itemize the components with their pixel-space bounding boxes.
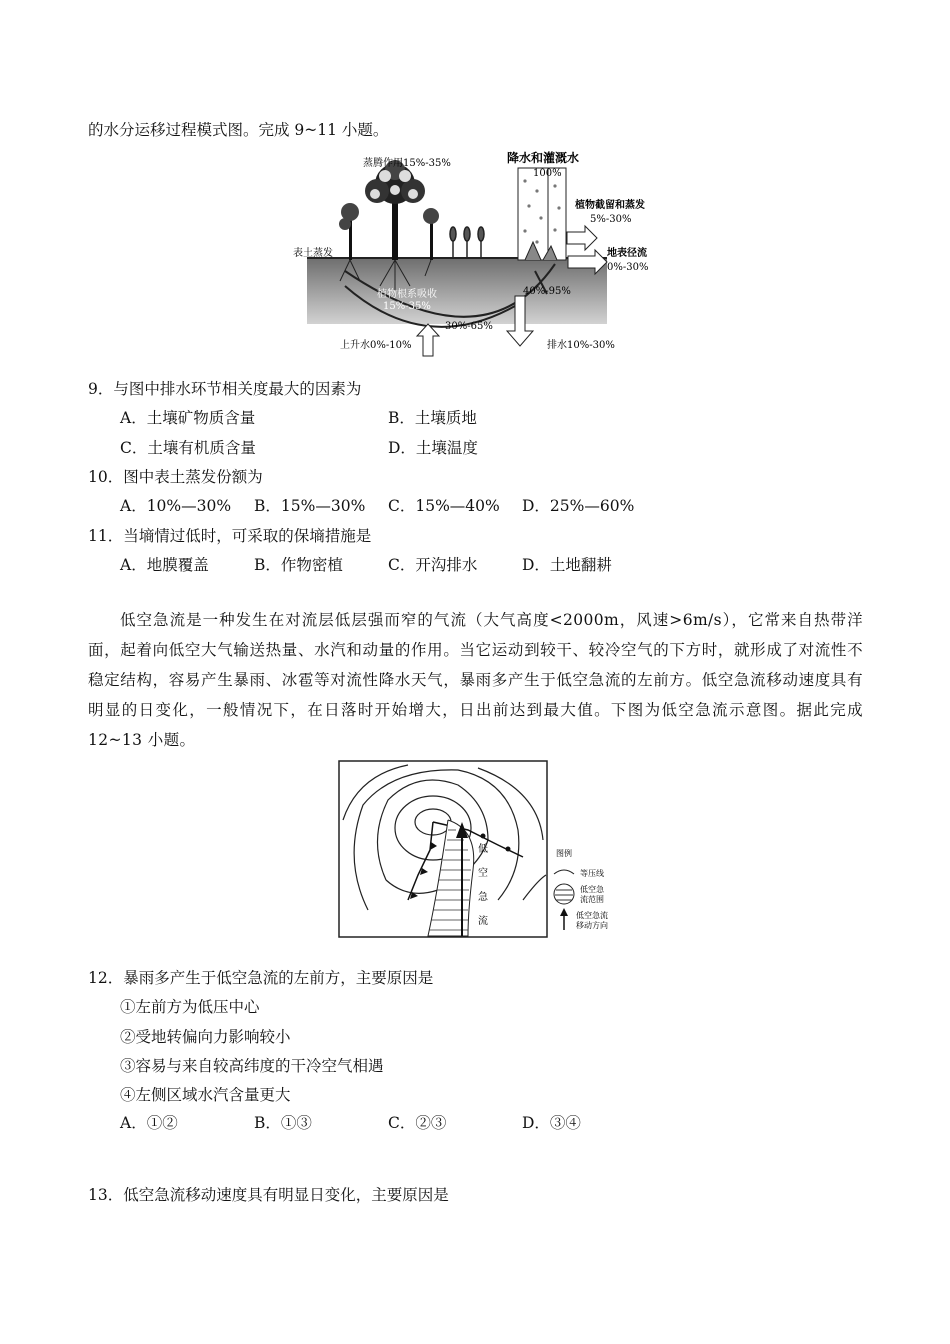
option-d[interactable]: D．③④ bbox=[522, 1114, 581, 1132]
option-a[interactable]: A．10%—30% bbox=[120, 497, 232, 515]
tree-icon bbox=[365, 160, 425, 260]
svg-text:植物根系吸收: 植物根系吸收 bbox=[377, 289, 437, 300]
option-a[interactable]: A．地膜覆盖 bbox=[120, 556, 209, 574]
svg-text:空: 空 bbox=[478, 868, 488, 879]
svg-text:低: 低 bbox=[478, 844, 488, 855]
option-b[interactable]: B．作物密植 bbox=[254, 556, 343, 574]
option-b[interactable]: B．①③ bbox=[254, 1114, 312, 1132]
rising-arrow bbox=[417, 324, 439, 356]
svg-text:地表径流: 地表径流 bbox=[607, 248, 647, 259]
svg-text:流: 流 bbox=[478, 916, 488, 927]
option-b[interactable]: B．土壤质地 bbox=[388, 409, 477, 427]
svg-text:图例: 图例 bbox=[556, 849, 572, 858]
option-d[interactable]: D．25%—60% bbox=[522, 497, 635, 515]
intro-text: 的水分运移过程模式图。完成 9~11 小题。 bbox=[88, 121, 389, 139]
water-cycle-figure bbox=[285, 146, 670, 358]
q11-stem: 11．当墒情过低时，可采取的保墒措施是 bbox=[88, 527, 372, 545]
svg-text:上升水0%-10%: 上升水0%-10% bbox=[340, 340, 412, 351]
svg-text:100%: 100% bbox=[533, 168, 562, 179]
option-c[interactable]: C．土壤有机质含量 bbox=[120, 439, 256, 457]
option-c[interactable]: C．开沟排水 bbox=[388, 556, 478, 574]
svg-text:40%-95%: 40%-95% bbox=[523, 286, 571, 297]
option-d[interactable]: D．土地翻耕 bbox=[522, 556, 612, 574]
transpiration-label: 蒸腾作用15%-35% bbox=[363, 158, 451, 169]
svg-text:15%-35%: 15%-35% bbox=[383, 301, 431, 312]
passage-text: 低空急流是一种发生在对流层低层强而窄的气流（大气高度<2000m，风速>6m/s），它常来自热带洋面，起着向低空大气输送热量、水汽和动量的作用。当它运动到较干、较冷空气的下方时，就形成了对流性不稳定结构，容易产生暴雨、冰雹等对流性降水天气，暴雨多产生于低空急流的左前方。低空急流移动速度具有明显的日变化，一般情况下，在日落时开始增大，日出前达到最大值。下图为低空急流示意图。据此完成 12~13 小题。 bbox=[88, 611, 863, 749]
q13-stem: 13．低空急流移动速度具有明显日变化，主要原因是 bbox=[88, 1186, 449, 1204]
svg-text:30%-65%: 30%-65% bbox=[445, 321, 493, 332]
precip-label: 降水和灌溉水 bbox=[507, 151, 580, 165]
shrub-icon bbox=[339, 203, 439, 260]
svg-text:低空急: 低空急 bbox=[580, 885, 604, 894]
svg-text:移动方向: 移动方向 bbox=[576, 921, 608, 930]
jet-figure bbox=[338, 760, 618, 942]
svg-text:植物截留和蒸发: 植物截留和蒸发 bbox=[575, 200, 645, 211]
q10-stem: 10．图中表土蒸发份额为 bbox=[88, 468, 263, 486]
q9-stem: 9．与图中排水环节相关度最大的因素为 bbox=[88, 380, 362, 398]
svg-text:急: 急 bbox=[478, 892, 488, 903]
statement-4: ④左侧区域水汽含量更大 bbox=[120, 1086, 291, 1104]
svg-text:表土蒸发: 表土蒸发 bbox=[293, 248, 333, 259]
rain-icon bbox=[518, 168, 566, 260]
svg-text:流范围: 流范围 bbox=[580, 895, 604, 904]
legend bbox=[554, 848, 608, 930]
svg-text:排水10%-30%: 排水10%-30% bbox=[547, 340, 615, 351]
q12-stem: 12．暴雨多产生于低空急流的左前方，主要原因是 bbox=[88, 969, 434, 987]
statement-2: ②受地转偏向力影响较小 bbox=[120, 1028, 291, 1046]
svg-text:5%-30%: 5%-30% bbox=[590, 214, 632, 225]
statement-1: ①左前方为低压中心 bbox=[120, 998, 260, 1016]
statement-3: ③容易与来自较高纬度的干冷空气相遇 bbox=[120, 1057, 384, 1075]
option-c[interactable]: C．15%—40% bbox=[388, 497, 500, 515]
option-d[interactable]: D．土壤温度 bbox=[388, 439, 478, 457]
svg-text:等压线: 等压线 bbox=[580, 869, 604, 878]
option-a[interactable]: A．土壤矿物质含量 bbox=[120, 409, 256, 427]
svg-text:0%-30%: 0%-30% bbox=[607, 262, 649, 273]
option-b[interactable]: B．15%—30% bbox=[254, 497, 366, 515]
interception-arrow bbox=[567, 226, 597, 250]
grain-icon bbox=[450, 227, 484, 259]
option-c[interactable]: C．②③ bbox=[388, 1114, 447, 1132]
option-a[interactable]: A．①② bbox=[120, 1114, 178, 1132]
svg-text:低空急流: 低空急流 bbox=[576, 911, 608, 920]
